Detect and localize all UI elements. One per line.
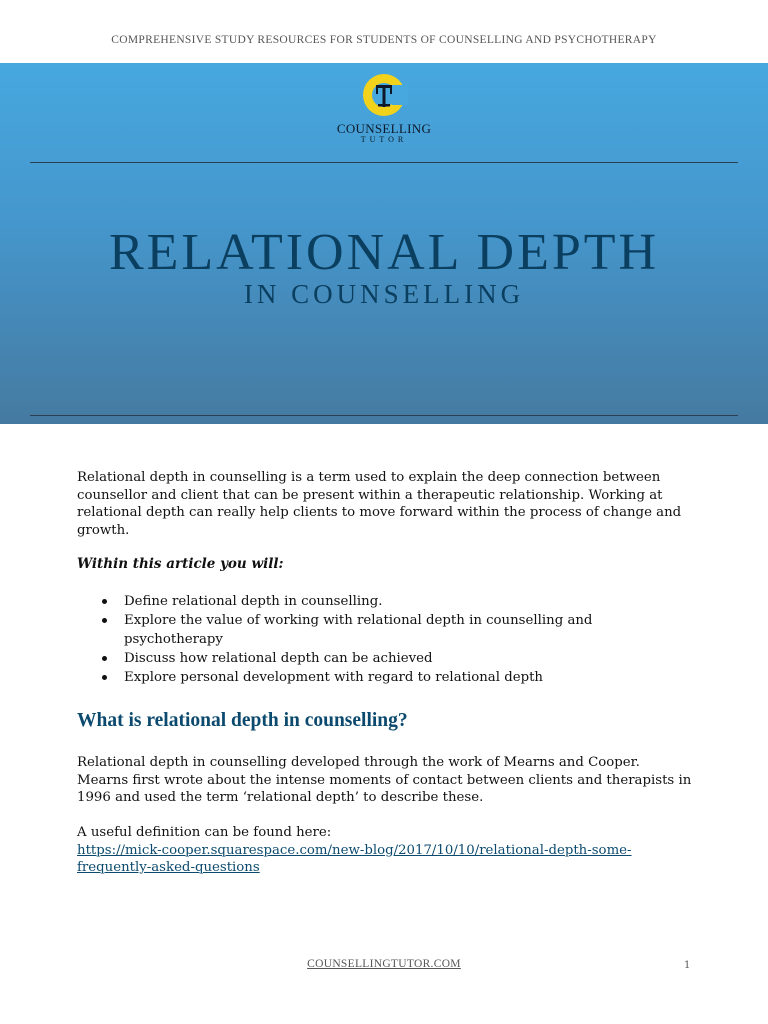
- definition-link[interactable]: https://mick-cooper.squarespace.com/new-blog/2017/10/10/relational-depth-some-frequently-asked-questions: [77, 842, 632, 876]
- list-item: [77, 668, 692, 687]
- counselling-tutor-logo-icon: [356, 71, 412, 121]
- objectives-list: [77, 592, 692, 687]
- section-heading: What is relational depth in counselling?: [77, 710, 408, 731]
- header-tagline: COMPREHENSIVE STUDY RESOURCES FOR STUDENTS OF COUNSELLING AND PSYCHOTHERAPY: [111, 34, 657, 46]
- list-item: [77, 649, 692, 668]
- list-item: [77, 611, 692, 649]
- bullet-icon: [102, 618, 107, 623]
- list-item: [77, 592, 692, 611]
- banner-bottom-rule: [30, 415, 738, 416]
- objectives-heading: Within this article you will:: [77, 556, 284, 572]
- list-item-text: Explore the value of working with relational depth in counselling and psychotherapy: [124, 613, 593, 647]
- title-banner: [0, 63, 768, 424]
- bullet-icon: [102, 656, 107, 661]
- definition-block: [77, 824, 692, 877]
- logo-wordmark-line1: COUNSELLING: [336, 121, 432, 136]
- bullet-icon: [102, 675, 107, 680]
- section-paragraph: Relational depth in counselling developed through the work of Mearns and Cooper. Mearns first wrote about the intense moments of contact between clients and therapists in 1996 and used the term ‘relational depth’ to describe these.: [77, 755, 692, 806]
- list-item-text: Explore personal development with regard to relational depth: [124, 670, 543, 685]
- intro-paragraph: Relational depth in counselling is a term used to explain the deep connection between counsellor and client that can be present within a therapeutic relationship. Working at relational depth can really help clients to move forward within the process of change and growth.: [77, 470, 682, 538]
- page-number: 1: [684, 960, 691, 971]
- document-title: RELATIONAL DEPTH: [108, 224, 660, 281]
- document-subtitle: IN COUNSELLING: [243, 279, 525, 309]
- footer-site-link[interactable]: COUNSELLINGTUTOR.COM: [307, 958, 461, 970]
- logo-wordmark-line2: TUTOR: [360, 135, 408, 144]
- banner-top-rule: [30, 162, 738, 163]
- list-item-text: Define relational depth in counselling.: [124, 594, 383, 609]
- list-item-text: Discuss how relational depth can be achieved: [124, 651, 433, 666]
- bullet-icon: [102, 599, 107, 604]
- definition-intro: A useful definition can be found here:: [77, 825, 332, 840]
- logo: [0, 71, 768, 151]
